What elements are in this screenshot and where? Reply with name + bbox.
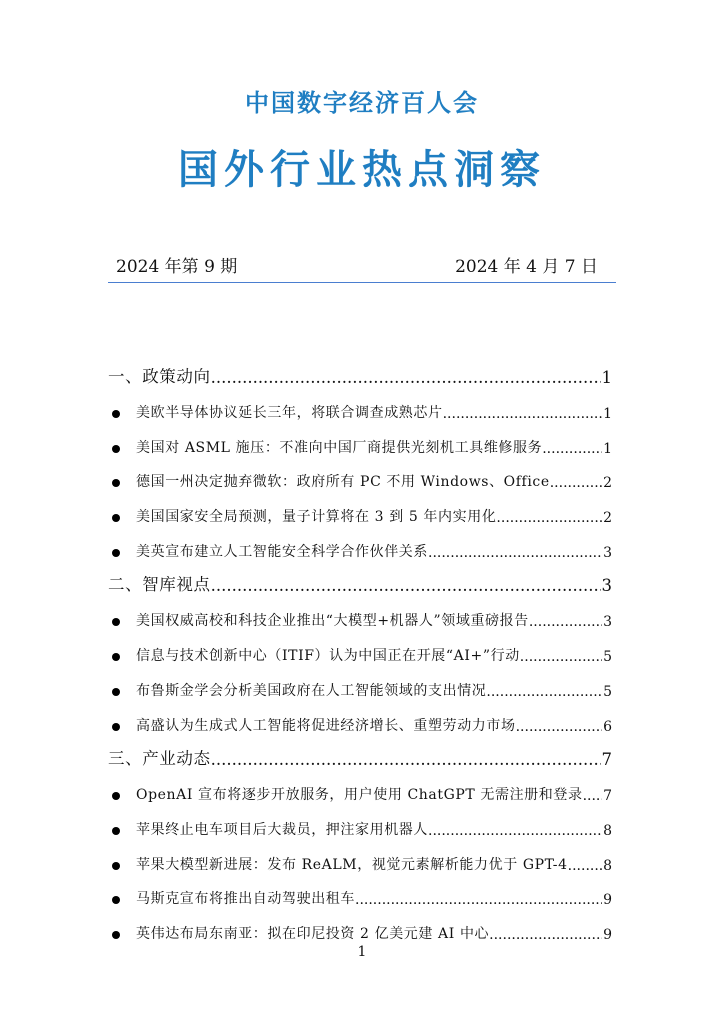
toc-page-number: 7	[603, 788, 612, 805]
toc-entry-title: 美国对 ASML 施压：不准向中国厂商提供光刻机工具维修服务	[136, 439, 543, 456]
toc-entry-title: 高盛认为生成式人工智能将促进经济增长、重塑劳动力市场	[136, 717, 516, 734]
toc-page-number: 5	[603, 649, 612, 666]
toc-page-number: 6	[603, 718, 612, 735]
toc-leader-dots	[211, 750, 601, 774]
toc-leader-dots	[486, 684, 602, 705]
toc-page-number: 8	[603, 857, 612, 874]
toc-entry-title: 英伟达布局东南亚：拟在印尼投资 2 亿美元建 AI 中心	[136, 925, 490, 942]
toc-entry[interactable]	[108, 640, 612, 670]
toc-page-number: 1	[603, 440, 612, 457]
toc-entry-title: 美国国家安全局预测，量子计算将在 3 到 5 年内实用化	[136, 509, 497, 526]
toc-leader-dots	[355, 892, 602, 913]
toc-entry-title: 马斯克宣布将推出自动驾驶出租车	[136, 891, 355, 908]
bullet-icon	[112, 688, 120, 696]
toc-entry-title: 美欧半导体协议延长三年，将联合调查成熟芯片	[136, 405, 443, 421]
toc-entry[interactable]	[108, 501, 612, 531]
toc-entry-title: 布鲁斯金学会分析美国政府在人工智能领域的支出情况	[136, 682, 487, 699]
bullet-icon	[112, 792, 120, 800]
bullet-icon	[112, 862, 120, 870]
toc-leader-dots	[428, 823, 602, 844]
toc-page-number: 9	[603, 926, 612, 943]
toc-entry-title: 美国权威高校和科技企业推出“大模型+机器人”领域重磅报告	[136, 613, 529, 630]
main-title: 国外行业热点洞察	[178, 147, 546, 193]
issue-row	[116, 253, 600, 281]
toc-page-number: 3	[603, 614, 612, 631]
bullet-icon	[112, 479, 120, 487]
toc-leader-dots	[568, 858, 602, 879]
toc-leader-dots	[529, 614, 602, 635]
bullet-icon	[112, 410, 120, 418]
toc-section-think-tank[interactable]	[108, 570, 612, 600]
toc-entry[interactable]	[108, 432, 612, 462]
toc-page-number: 2	[603, 475, 612, 492]
bullet-icon	[112, 653, 120, 661]
toc-leader-dots	[542, 441, 602, 462]
table-of-contents	[108, 362, 612, 953]
toc-entry[interactable]	[108, 883, 612, 913]
toc-leader-dots	[496, 510, 602, 531]
bullet-icon	[112, 827, 120, 835]
toc-leader-dots	[443, 406, 602, 427]
org-title: 中国数字经济百人会	[245, 89, 479, 117]
toc-page-number: 3	[601, 576, 612, 596]
toc-section-title: 三、产业动态	[108, 749, 211, 769]
toc-page-number: 3	[603, 544, 612, 561]
bullet-icon	[112, 549, 120, 557]
toc-entry[interactable]	[108, 849, 612, 879]
toc-leader-dots	[550, 475, 602, 496]
toc-page-number: 5	[603, 683, 612, 700]
toc-page-number: 1	[601, 368, 612, 387]
toc-entry[interactable]	[108, 710, 612, 740]
toc-page-number: 1	[603, 406, 612, 422]
toc-leader-dots	[211, 368, 601, 392]
toc-leader-dots	[520, 649, 602, 670]
toc-entry[interactable]	[108, 466, 612, 496]
toc-entry-title: 信息与技术创新中心（ITIF）认为中国正在开展“AI+”行动	[136, 648, 520, 665]
bullet-icon	[112, 723, 120, 731]
page-number-footer: 1	[357, 944, 367, 960]
toc-section-policy[interactable]	[108, 362, 612, 392]
bullet-icon	[112, 514, 120, 522]
toc-leader-dots	[583, 788, 603, 809]
toc-section-industry[interactable]	[108, 744, 612, 774]
toc-entry[interactable]	[108, 675, 612, 705]
toc-page-number: 8	[603, 822, 612, 839]
toc-page-number: 7	[601, 750, 612, 770]
toc-entry-title: 苹果大模型新进展：发布 ReALM，视觉元素解析能力优于 GPT-4	[136, 856, 568, 873]
toc-entry-title: 苹果终止电车项目后大裁员，押注家用机器人	[136, 821, 428, 838]
toc-leader-dots	[428, 545, 602, 566]
toc-entry-title: OpenAI 宣布将逐步开放服务，用户使用 ChatGPT 无需注册和登录	[136, 787, 583, 804]
header-divider	[108, 282, 616, 283]
toc-leader-dots	[211, 576, 601, 600]
toc-entry[interactable]	[108, 779, 612, 809]
issue-number: 2024 年第 9 期	[116, 257, 238, 277]
toc-leader-dots	[516, 719, 602, 740]
toc-page-number: 9	[603, 892, 612, 909]
bullet-icon	[112, 931, 120, 939]
bullet-icon	[112, 618, 120, 626]
toc-entry-title: 美英宣布建立人工智能安全科学合作伙伴关系	[136, 543, 428, 560]
toc-page-number: 2	[603, 510, 612, 527]
bullet-icon	[112, 896, 120, 904]
toc-entry-title: 德国一州决定抛弃微软：政府所有 PC 不用 Windows、Office	[136, 474, 550, 491]
toc-entry[interactable]	[108, 536, 612, 566]
toc-section-title: 二、智库视点	[108, 575, 211, 595]
toc-section-title: 一、政策动向	[108, 367, 211, 386]
issue-date: 2024 年 4 月 7 日	[455, 257, 598, 277]
toc-entry[interactable]	[108, 814, 612, 844]
toc-entry[interactable]	[108, 605, 612, 635]
bullet-icon	[112, 445, 120, 453]
toc-entry[interactable]	[108, 397, 612, 427]
